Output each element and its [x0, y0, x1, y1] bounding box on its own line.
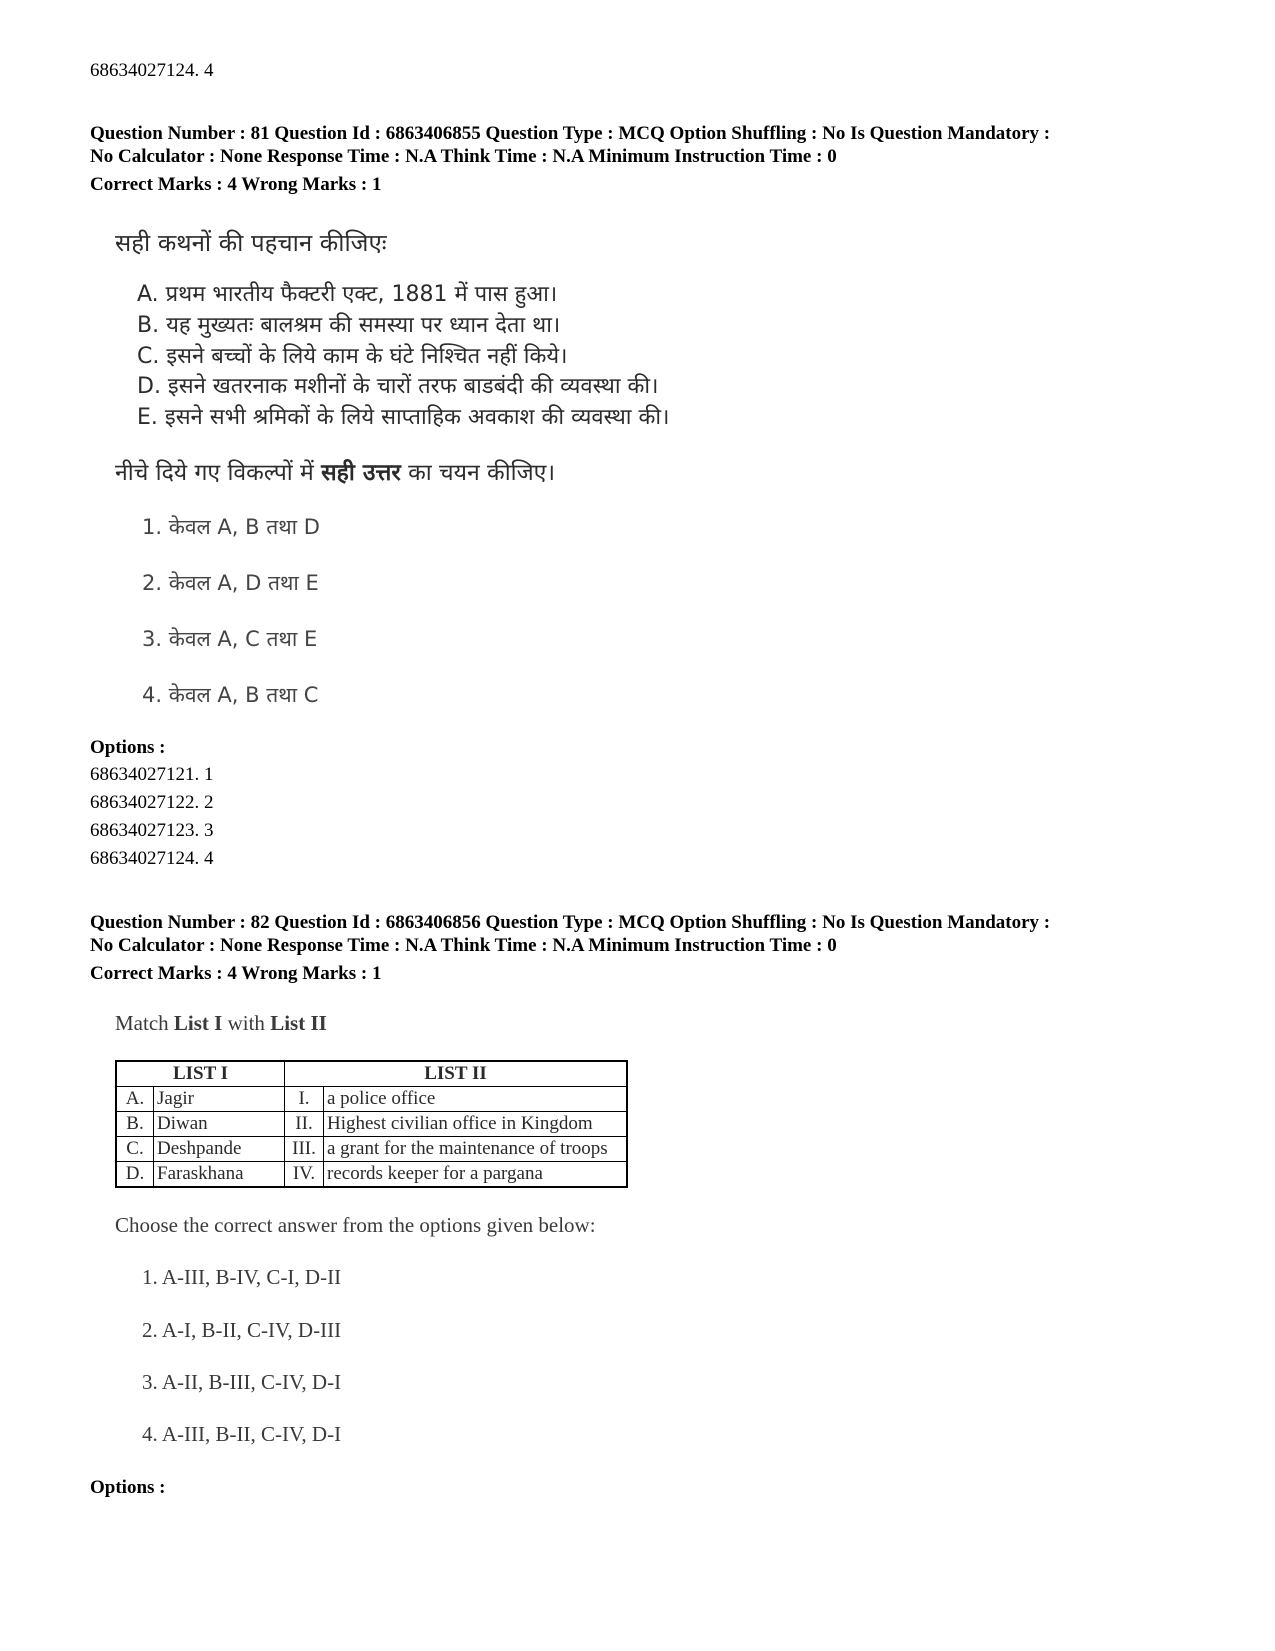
table-row: [116, 1137, 627, 1162]
question-82-meta-line-1: Question Number : 82 Question Id : 6863406856 Question Type : MCQ Option Shuffling : No Is Question Mandatory :: [90, 912, 1051, 933]
list-2-numeral: IV.: [285, 1162, 324, 1188]
previous-option-line: 68634027124. 4: [90, 60, 214, 81]
list-1-term: Deshpande: [154, 1137, 285, 1162]
question-81-instruction: नीचे दिये गए विकल्पों में सही उत्तर का चयन कीजिए।: [115, 460, 556, 486]
list-1-letter: A.: [116, 1087, 154, 1112]
statement-e: E. इसने सभी श्रमिकों के लिये साप्ताहिक अवकाश की व्यवस्था की।: [137, 405, 670, 430]
question-82-instruction: Choose the correct answer from the options given below:: [115, 1213, 596, 1237]
match-table-header: [116, 1061, 627, 1087]
list-1-header: LIST I: [116, 1061, 285, 1087]
list-2-description: records keeper for a pargana: [324, 1162, 628, 1188]
statement-d: D. इसने खतरनाक मशीनों के चारों तरफ बाडबंदी की व्यवस्था की।: [137, 374, 659, 399]
list-1-term: Faraskhana: [154, 1162, 285, 1188]
question-82-meta-line-2: No Calculator : None Response Time : N.A Think Time : N.A Minimum Instruction Time : 0: [90, 935, 837, 956]
question-82-choice-3: 3. A-II, B-III, C-IV, D-I: [142, 1370, 342, 1394]
statement-c: C. इसने बच्चों के लिये काम के घंटे निश्चित नहीं किये।: [137, 344, 568, 369]
question-81-option-4: 68634027124. 4: [90, 848, 214, 869]
question-81-choice-3: 3. केवल A, C तथा E: [142, 627, 318, 651]
question-82-choice-4: 4. A-III, B-II, C-IV, D-I: [142, 1422, 342, 1446]
list-1-letter: D.: [116, 1162, 154, 1188]
list-2-numeral: III.: [285, 1137, 324, 1162]
statement-b: B. यह मुख्यतः बालश्रम की समस्या पर ध्यान देता था।: [137, 313, 561, 338]
list-2-header: LIST II: [285, 1061, 628, 1087]
list-2-numeral: II.: [285, 1112, 324, 1137]
question-81-option-2: 68634027122. 2: [90, 792, 214, 813]
question-81-option-3: 68634027123. 3: [90, 820, 214, 841]
list-2-description: a police office: [324, 1087, 628, 1112]
question-81-meta-line-1: Question Number : 81 Question Id : 6863406855 Question Type : MCQ Option Shuffling : No Is Question Mandatory :: [90, 123, 1051, 144]
list-1-letter: B.: [116, 1112, 154, 1137]
question-82-choice-1: 1. A-III, B-IV, C-I, D-II: [142, 1265, 342, 1289]
table-row: [116, 1112, 627, 1137]
list-1-term: Diwan: [154, 1112, 285, 1137]
list-2-description: Highest civilian office in Kingdom: [324, 1112, 628, 1137]
question-82-options-label: Options :: [90, 1477, 166, 1498]
question-81-choice-1: 1. केवल A, B तथा D: [142, 515, 320, 539]
question-81-choice-4: 4. केवल A, B तथा C: [142, 683, 319, 707]
question-81-options-label: Options :: [90, 737, 166, 758]
list-2-description: a grant for the maintenance of troops: [324, 1137, 628, 1162]
table-row: [116, 1087, 627, 1112]
question-81-meta-line-2: No Calculator : None Response Time : N.A Think Time : N.A Minimum Instruction Time : 0: [90, 146, 837, 167]
list-1-letter: C.: [116, 1137, 154, 1162]
question-82-heading: Match List I with List II: [115, 1011, 327, 1035]
list-2-numeral: I.: [285, 1087, 324, 1112]
question-81-option-1: 68634027121. 1: [90, 764, 214, 785]
statement-a: A. प्रथम भारतीय फैक्टरी एक्ट, 1881 में पास हुआ।: [137, 282, 558, 307]
question-81-heading: सही कथनों की पहचान कीजिएः: [115, 229, 387, 257]
question-82-choice-2: 2. A-I, B-II, C-IV, D-III: [142, 1318, 342, 1342]
question-81-choice-2: 2. केवल A, D तथा E: [142, 571, 319, 595]
question-82-marks: Correct Marks : 4 Wrong Marks : 1: [90, 963, 382, 984]
table-row: [116, 1162, 627, 1188]
match-table: [115, 1060, 628, 1188]
question-81-marks: Correct Marks : 4 Wrong Marks : 1: [90, 174, 382, 195]
list-1-term: Jagir: [154, 1087, 285, 1112]
